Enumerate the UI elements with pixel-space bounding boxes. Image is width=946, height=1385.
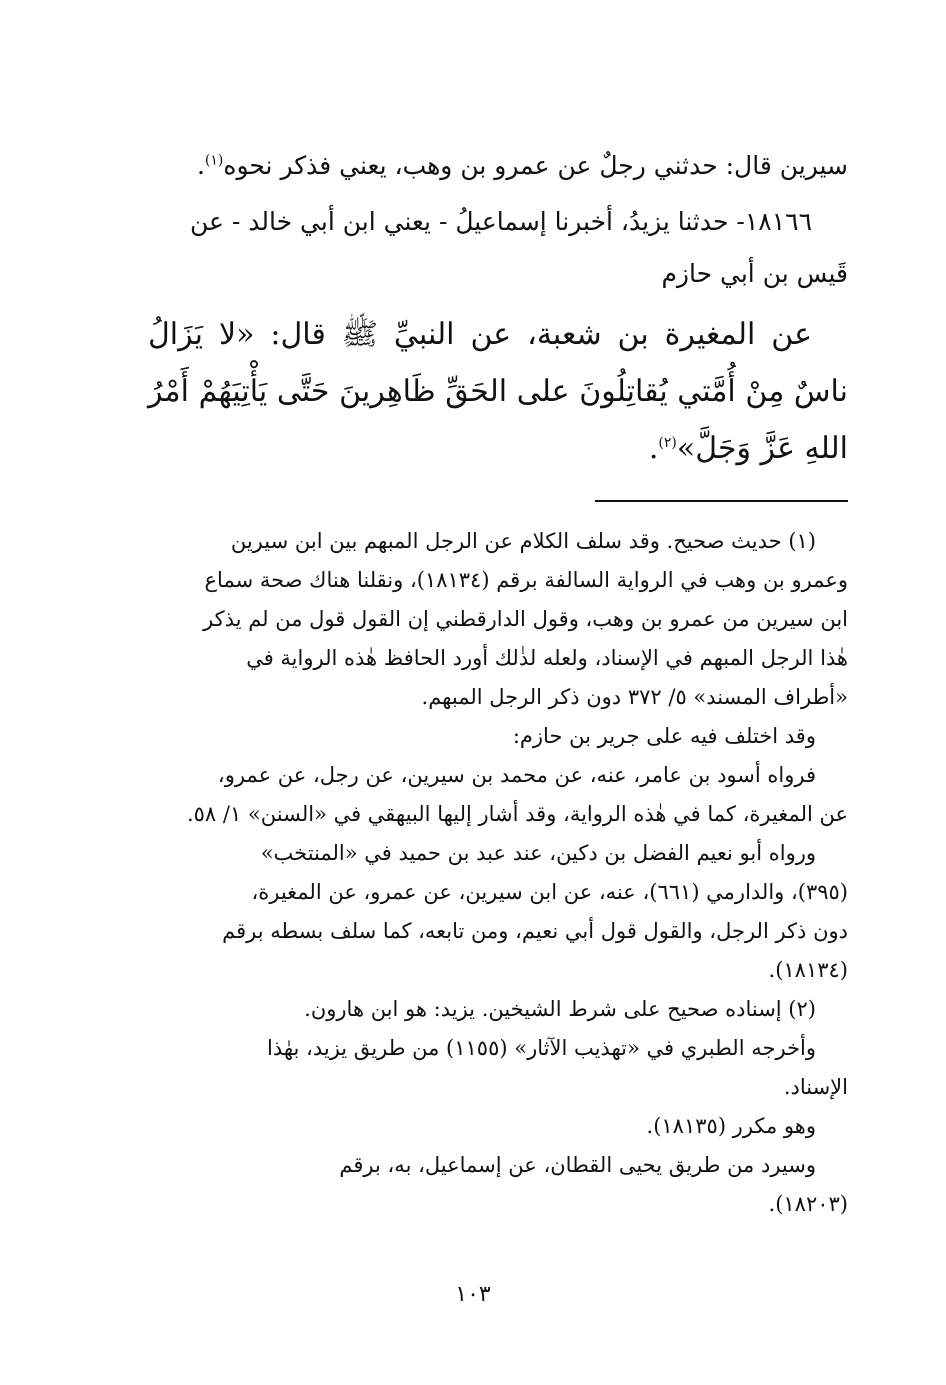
footnote-line: «أطراف المسند» ٥/ ٣٧٢ دون ذكر الرجل المبهم. — [421, 685, 848, 709]
footnote-divider — [595, 500, 848, 502]
footnote-line: (١٨١٣٤). — [768, 958, 848, 982]
footnote-2 — [148, 990, 848, 1224]
footnote-line: ابن سيرين من عمرو بن وهب، وقول الدارقطني إن القول قول من لم يذكر — [203, 607, 848, 631]
footnote-ref-1[interactable]: (١) — [204, 152, 224, 169]
footnote-line: وعمرو بن وهب في الرواية السالفة برقم (١٨١٣٤)، ونقلنا هناك صحة سماع — [204, 568, 848, 592]
hadith-isnad: ١٨١٦٦- حدثنا يزيدُ، أخبرنا إسماعيلُ - يعني ابن أبي خالد - عن — [190, 207, 812, 236]
footnote-line: (١) حديث صحيح. وقد سلف الكلام عن الرجل المبهم بين ابن سيرين — [230, 529, 816, 553]
footnotes — [148, 522, 848, 1224]
hadith-number: ١٨١٦٦ — [744, 207, 812, 236]
footnote-line: وأخرجه الطبري في «تهذيب الآثار» (١١٥٥) من طريق يزيد، بهٰذا — [267, 1036, 816, 1060]
footnote-line: ورواه أبو نعيم الفضل بن دكين، عند عبد بن حميد في «المنتخب» — [260, 841, 816, 865]
page-number: ١٠٣ — [455, 1282, 491, 1307]
footnote-line: وقد اختلف فيه على جرير بن حازم: — [512, 724, 816, 748]
footnote-line: (٢) إسناده صحيح على شرط الشيخين. يزيد: هو ابن هارون. — [304, 997, 816, 1021]
footnote-line: وهو مكرر (١٨١٣٥). — [646, 1114, 816, 1138]
hadith-matn: عن المغيرة بن شعبة، عن النبيِّ ﷺ قال: «لا يَزَالُ ناسٌ مِنْ أُمَّتي يُقاتِلُونَ على الحَقِّ ظَاهِرينَ حَتَّى يَأْتِيَهُمْ أَمْرُ اللهِ عَزَّ وَجَلَّ»$^{(٢)}$. — [148, 317, 848, 466]
footnote-line: عن المغيرة، كما في هٰذه الرواية، وقد أشار إليها البيهقي في «السنن» ١/ ٥٨. — [186, 802, 848, 826]
footnote-line: (١٨٢٠٣). — [768, 1192, 848, 1216]
footnote-line: دون ذكر الرجل، والقول قول أبي نعيم، ومن تابعه، كما سلف بسطه برقم — [222, 919, 848, 943]
footnote-1 — [148, 522, 848, 990]
footnote-line: الإسناد. — [783, 1075, 848, 1099]
hadith-quote: «لا يَزَالُ ناسٌ مِنْ أُمَّتي يُقاتِلُونَ على الحَقِّ ظَاهِرينَ حَتَّى يَأْتِيَهُمْ أَمْرُ اللهِ عَزَّ وَجَلَّ» — [148, 317, 848, 466]
footnote-line: وسيرد من طريق يحيى القطان، عن إسماعيل، به، برقم — [339, 1153, 816, 1177]
footnote-line: فرواه أسود بن عامر، عنه، عن محمد بن سيرين، عن رجل، عن عمرو، — [217, 763, 816, 787]
footnote-ref-2[interactable]: (٢) — [658, 435, 677, 451]
main-text — [148, 140, 848, 477]
footnote-line: هٰذا الرجل المبهم في الإسناد، ولعله لذٰلك أورد الحافظ هٰذه الرواية في — [246, 646, 848, 670]
hadith-isnad-cont: قَيس بن أبي حازم — [661, 259, 848, 288]
main-line-1: سيرين قال: حدثني رجلٌ عن عمرو بن وهب، يعني فذكر نحوه$^{(١)}$. — [196, 151, 848, 180]
footnote-line: (٣٩٥)، والدارمي (٦٦١)، عنه، عن ابن سيرين، عن عمرو، عن المغيرة، — [251, 880, 848, 904]
